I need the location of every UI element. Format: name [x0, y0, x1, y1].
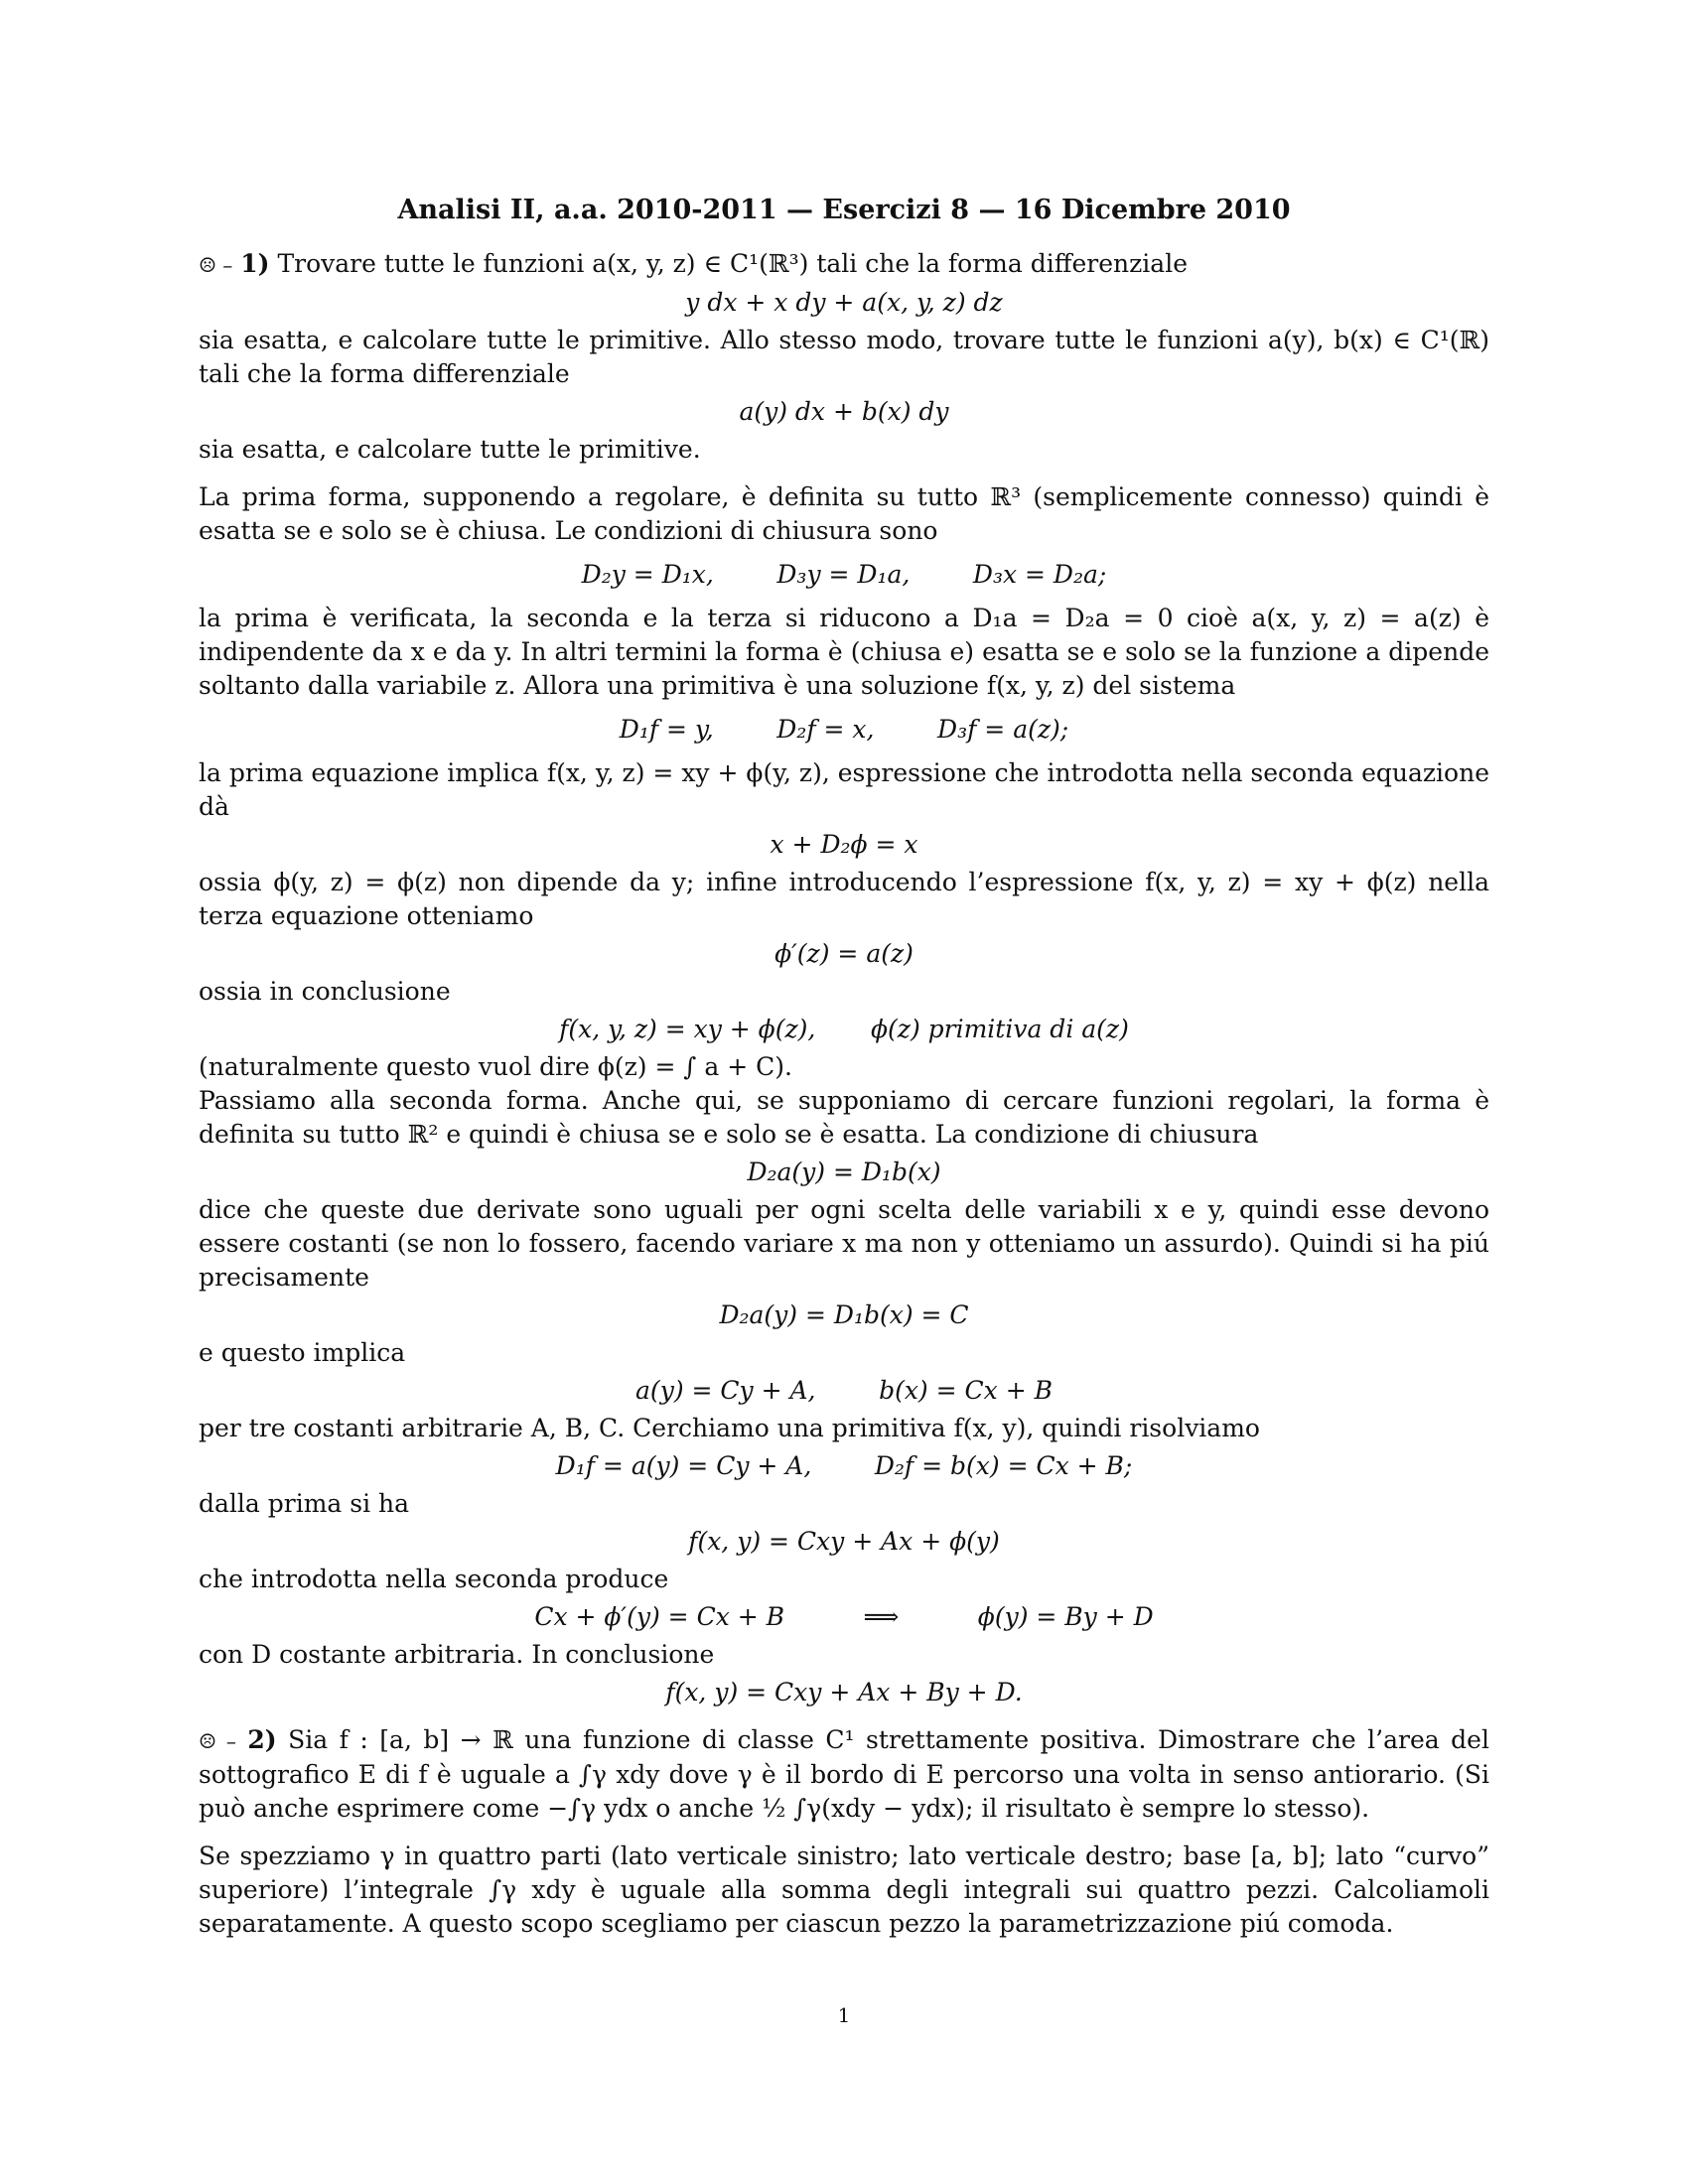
equation: y dx + x dy + a(x, y, z) dz [685, 288, 1003, 317]
equation: x + D₂ϕ = x [770, 830, 918, 859]
paragraph: dalla prima si ha [199, 1489, 410, 1518]
paragraph: e questo implica [199, 1338, 406, 1367]
paragraph: (naturalmente questo vuol dire ϕ(z) = ∫ a + C). [199, 1052, 792, 1081]
equation: D₂y = D₁x, D₃y = D₁a, D₃x = D₂a; [581, 560, 1107, 589]
paragraph: la prima è verificata, la seconda e la terza si riducono a D₁a = D₂a = 0 cioè a(x, y, z) = a(z) è indipendente da x e da y. In altri termini la forma è (chiusa e) esatta se e solo se la funzione a dipende soltanto dalla variabile z. Allora una primitiva è una soluzione f(x, y, z) del sistema [199, 604, 1489, 700]
paragraph: La prima forma, supponendo a regolare, è definita su tutto ℝ³ (semplicemente connesso) quindi è esatta se e solo se è chiusa. Le condizioni di chiusura sono [199, 482, 1489, 545]
equation: D₂a(y) = D₁b(x) = C [719, 1300, 969, 1329]
equation: ϕ′(z) = a(z) [774, 939, 914, 968]
paragraph: sia esatta, e calcolare tutte le primitive. Allo stesso modo, trovare tutte le funzioni a(y), b(x) ∈ C¹(ℝ) tali che la forma differenziale [199, 326, 1489, 388]
paragraph: la prima equazione implica f(x, y, z) = xy + ϕ(y, z), espressione che introdotta nella seconda equazione dà [199, 758, 1489, 821]
paragraph: che introdotta nella seconda produce [199, 1565, 669, 1593]
exercise-number: 2) [247, 1725, 277, 1754]
exercise-1-statement [199, 247, 1489, 282]
statement-text: Sia f : [a, b] → ℝ una funzione di classe C¹ strettamente positiva. Dimostrare che l’area del sottografico E di f è uguale a ∫γ xdy dove γ è il bordo di E percorso una volta in senso antiorario. (Si può anche esprimere come −∫γ ydx o anche ½ ∫γ(xdy − ydx); il risultato è sempre lo stesso). [199, 1725, 1489, 1823]
exercise-2-statement [199, 1723, 1489, 1826]
equation: f(x, y) = Cxy + Ax + ϕ(y) [688, 1527, 1000, 1556]
statement-text: Trovare tutte le funzioni a(x, y, z) ∈ C¹(ℝ³) tali che la forma differenziale [277, 249, 1189, 278]
equation: D₁f = y, D₂f = x, D₃f = a(z); [619, 715, 1069, 744]
equation: a(y) = Cy + A, b(x) = Cx + B [635, 1376, 1053, 1405]
difficulty-face-icon: ☹ – [199, 1729, 236, 1753]
equation: f(x, y, z) = xy + ϕ(z), ϕ(z) primitiva di a(z) [559, 1015, 1129, 1043]
equation: Cx + ϕ′(y) = Cx + B ⟹ ϕ(y) = By + D [534, 1602, 1154, 1631]
equation: D₂a(y) = D₁b(x) [747, 1158, 941, 1186]
equation: a(y) dx + b(x) dy [739, 397, 949, 426]
paragraph: ossia in conclusione [199, 977, 451, 1006]
equation: f(x, y) = Cxy + Ax + By + D. [665, 1678, 1023, 1706]
paragraph: Se spezziamo γ in quattro parti (lato verticale sinistro; lato verticale destro; base [a, b]; lato “curvo” superiore) l’integrale ∫γ xdy è uguale alla somma degli integrali sui quattro pezzi. Calcoliamoli separatamente. A questo scopo scegliamo per ciascun pezzo la parametrizzazione piú comoda. [199, 1842, 1489, 1938]
paragraph: dice che queste due derivate sono uguali per ogni scelta delle variabili x e y, quindi esse devono essere costanti (se non lo fossero, facendo variare x ma non y otteniamo un assurdo). Quindi si ha piú precisamente [199, 1195, 1489, 1292]
paragraph: per tre costanti arbitrarie A, B, C. Cerchiamo una primitiva f(x, y), quindi risolviamo [199, 1414, 1260, 1442]
difficulty-face-icon: ☹ – [199, 253, 233, 277]
paragraph: Passiamo alla seconda forma. Anche qui, se supponiamo di cercare funzioni regolari, la forma è definita su tutto ℝ² e quindi è chiusa se e solo se è esatta. La condizione di chiusura [199, 1086, 1489, 1149]
page-number: 1 [837, 2003, 851, 2027]
equation: D₁f = a(y) = Cy + A, D₂f = b(x) = Cx + B; [555, 1451, 1133, 1480]
paragraph: sia esatta, e calcolare tutte le primitive. [199, 435, 701, 464]
document-title: Analisi II, a.a. 2010-2011 — Esercizi 8 — 16 Dicembre 2010 [397, 195, 1291, 225]
exercise-number: 1) [240, 249, 270, 278]
paragraph: con D costante arbitraria. In conclusione [199, 1640, 715, 1669]
paragraph: ossia ϕ(y, z) = ϕ(z) non dipende da y; infine introducendo l’espressione f(x, y, z) = xy + ϕ(z) nella terza equazione otteniamo [199, 868, 1489, 930]
